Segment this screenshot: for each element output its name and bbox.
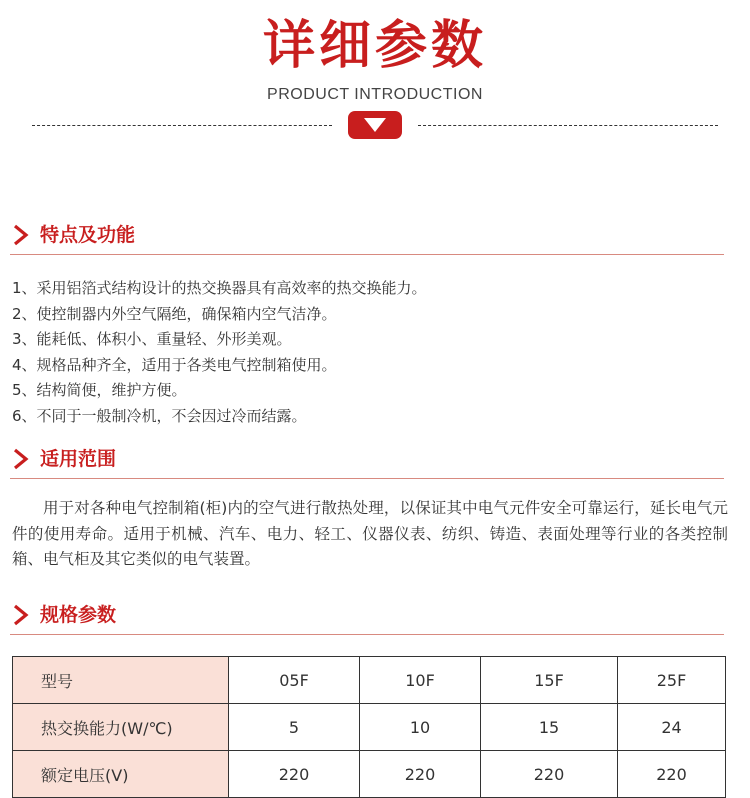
chevron-right-icon <box>12 224 30 246</box>
section-rule <box>10 634 724 635</box>
spec-table <box>12 656 726 798</box>
table-cell: 15F <box>481 657 618 704</box>
list-item: 5、结构简便，维护方便。 <box>12 381 187 400</box>
list-item: 2、使控制器内外空气隔绝，确保箱内空气洁净。 <box>12 304 337 323</box>
table-cell: 25F <box>618 657 726 704</box>
table-row <box>13 704 726 751</box>
list-item: 4、规格品种齐全，适用于各类电气控制箱使用。 <box>12 355 337 374</box>
divider-right <box>418 125 718 126</box>
divider-left <box>32 125 332 126</box>
down-arrow-badge <box>348 111 402 139</box>
section-header-spec <box>10 598 724 634</box>
table-cell: 15 <box>481 704 618 751</box>
scope-paragraph: 用于对各种电气控制箱(柜)内的空气进行散热处理，以保证其中电气元件安全可靠运行，延长电气元件的使用寿命。适用于机械、汽车、电力、轻工、仪器仪表、纺织、铸造、表面处理等行业的各类控制箱、电气柜及其它类似的电气装置。 <box>12 499 728 568</box>
table-cell: 220 <box>618 751 726 798</box>
row-header-cell: 型号 <box>13 657 229 704</box>
table-cell: 220 <box>481 751 618 798</box>
table-cell: 220 <box>229 751 360 798</box>
list-item: 1、采用铝箔式结构设计的热交换器具有高效率的热交换能力。 <box>12 279 427 297</box>
section-title-features: 特点及功能 <box>40 224 136 246</box>
table-cell: 05F <box>229 657 360 704</box>
section-rule <box>10 254 724 255</box>
table-cell: 5 <box>229 704 360 751</box>
down-triangle-icon <box>362 117 388 133</box>
table-cell: 10F <box>360 657 481 704</box>
page-title: 详细参数 <box>262 16 487 76</box>
section-header-scope <box>10 442 724 478</box>
row-header-cell: 额定电压(V) <box>13 751 229 798</box>
section-title-scope: 适用范围 <box>40 448 117 470</box>
section-title-spec: 规格参数 <box>40 604 117 626</box>
chevron-right-icon <box>12 448 30 470</box>
table-cell: 220 <box>360 751 481 798</box>
table-row <box>13 657 726 704</box>
chevron-right-icon <box>12 604 30 626</box>
list-item: 3、能耗低、体积小、重量轻、外形美观。 <box>12 330 292 349</box>
section-header-features <box>10 218 724 254</box>
list-item: 6、不同于一般制冷机，不会因过冷而结露。 <box>12 406 307 425</box>
feature-list <box>12 276 726 430</box>
section-rule <box>10 478 724 479</box>
table-cell: 24 <box>618 704 726 751</box>
row-header-cell: 热交换能力(W/℃) <box>13 704 229 751</box>
page-subtitle: PRODUCT INTRODUCTION <box>267 86 483 103</box>
table-row <box>13 751 726 798</box>
table-cell: 10 <box>360 704 481 751</box>
